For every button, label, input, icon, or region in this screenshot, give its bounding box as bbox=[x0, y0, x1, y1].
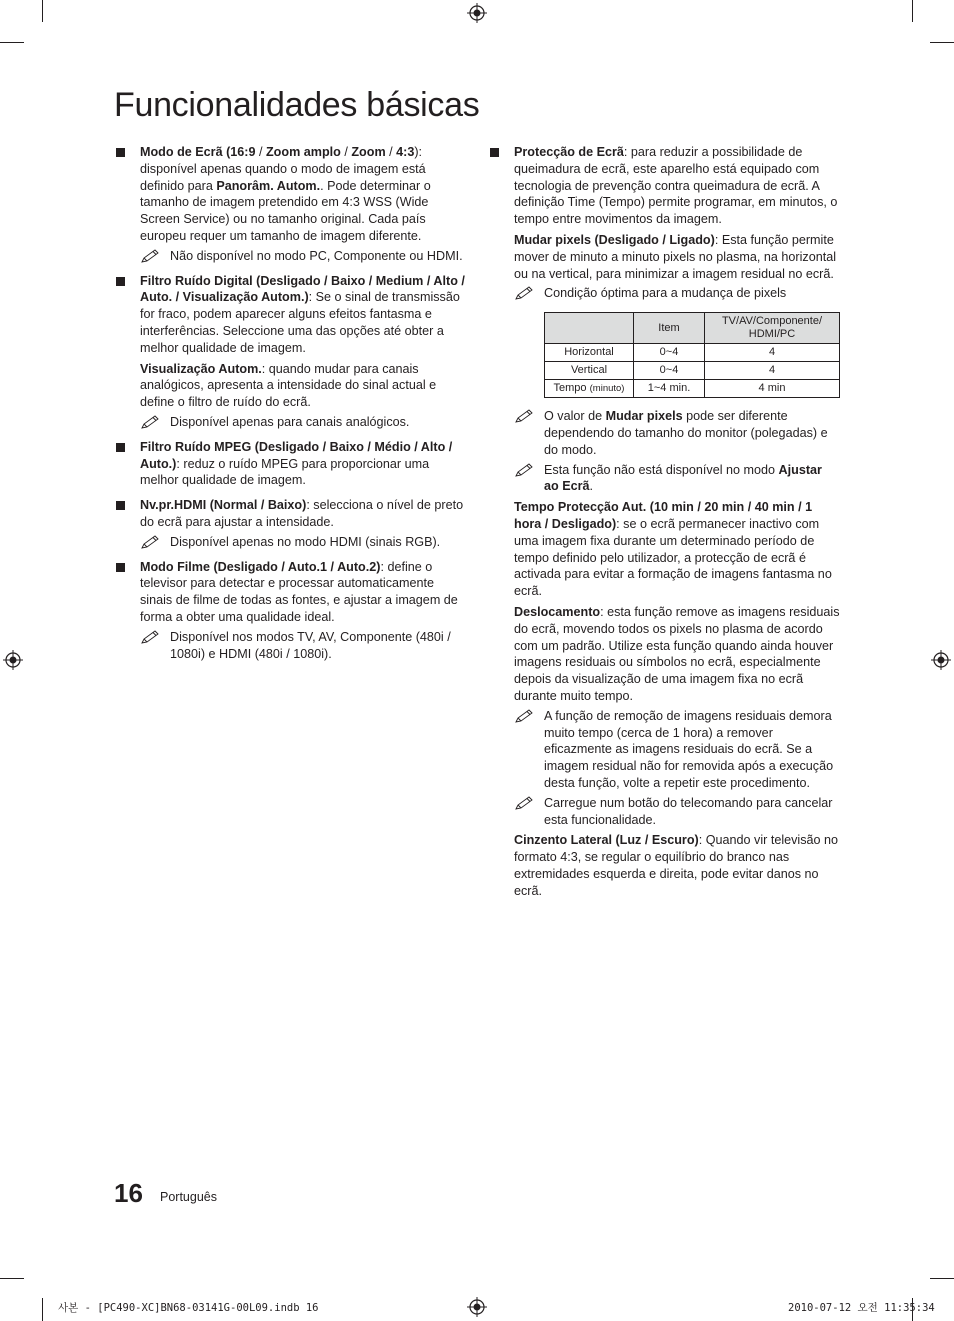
table-row bbox=[545, 344, 840, 362]
square-bullet-icon bbox=[116, 563, 125, 572]
item-label: 4:3 bbox=[396, 145, 415, 159]
crop-mark bbox=[42, 1298, 43, 1321]
row-label-suffix: (minuto) bbox=[589, 383, 625, 395]
note-text: pode ser diferente dependendo do tamanho do monitor (polegadas) e do modo. bbox=[544, 409, 828, 457]
item-label: Modo de Ecrã (16:9 bbox=[140, 145, 256, 159]
item-bold: Panorâm. Autom. bbox=[216, 178, 321, 193]
table-row bbox=[545, 362, 840, 380]
row-label: Tempo bbox=[553, 382, 587, 395]
registration-mark-icon bbox=[931, 650, 951, 670]
item-text: ): disponível apenas quando o modo de imagem está definido para bbox=[140, 145, 426, 193]
item-label: Protecção de Ecrã bbox=[514, 145, 624, 159]
crop-mark bbox=[912, 0, 913, 22]
note bbox=[514, 795, 840, 829]
item-label: Modo Filme (Desligado / Auto.1 / Auto.2) bbox=[140, 559, 381, 574]
pencil-note-icon bbox=[514, 285, 536, 301]
pencil-note-icon bbox=[514, 708, 536, 724]
note-text: Não disponível no modo PC, Componente ou HDMI. bbox=[170, 248, 463, 263]
registration-mark-icon bbox=[467, 1297, 487, 1317]
item-text: : define o televisor para detectar e processar automaticamente sinais de filme de todas as fontes, e ajustar a imagem de forma a obter uma qualidade ideal. bbox=[140, 559, 458, 624]
sub-label: Visualização Autom. bbox=[140, 361, 262, 376]
sub-label: Deslocamento bbox=[514, 604, 601, 619]
pencil-note-icon bbox=[514, 462, 536, 478]
list-item-proteccao-ecra bbox=[488, 144, 840, 899]
sub-text: : Esta função permite mover de minuto a minuto pixels no plasma, na horizontal ou na vertical, para minimizar a imagem residual no ecrã. bbox=[514, 232, 837, 281]
registration-mark-icon bbox=[467, 3, 487, 23]
table-cell-range: 0~4 bbox=[634, 362, 705, 380]
square-bullet-icon bbox=[490, 148, 499, 157]
square-bullet-icon bbox=[116, 501, 125, 510]
item-label: Zoom amplo bbox=[265, 145, 341, 159]
item-label: Filtro Ruído MPEG (Desligado / Baixo / Médio / Alto / Auto.) bbox=[140, 439, 453, 471]
sub-label: Cinzento Lateral (Luz / Escuro) bbox=[514, 833, 699, 848]
table-cell-range: 0~4 bbox=[634, 344, 705, 362]
item-text: : para reduzir a possibilidade de queimadura de ecrã, este aparelho está equipado com tecnologia de prevenção contra queimadura de ecrã. A definição Time (Tempo) permite programar, em minutos, o tempo entre movimentos da imagem. bbox=[514, 145, 838, 227]
item-text: : Se o sinal de transmissão for fraco, podem aparecer alguns efeitos fantasma e interferências. Seleccione uma das opções até obter a melhor qualidade de imagem. bbox=[140, 290, 460, 355]
note-text: Disponível apenas no modo HDMI (sinais RGB). bbox=[170, 534, 441, 549]
note-bold: Ajustar ao Ecrã bbox=[544, 462, 822, 494]
item-text: : reduz o ruído MPEG para proporcionar uma melhor qualidade de imagem. bbox=[140, 456, 430, 488]
sub-text: : se o ecrã permanecer inactivo com uma imagem fixa durante um determinado período de tempo definido pelo utilizador, a protecção de ecrã é activada para evitar a formação de imagens fantasma no ecrã. bbox=[514, 516, 832, 599]
note-text: A função de remoção de imagens residuais demora muito tempo (cerca de 1 hora) a remover eficazmente as imagens residuais do ecrã. Se a imagem residual não for removida após a execução desta função, volte a repetir este procedimento. bbox=[544, 708, 834, 790]
sub-label: Tempo Protecção Aut. (10 min / 20 min / 40 min / 1 hora / Desligado) bbox=[514, 500, 813, 531]
note-text: Disponível apenas para canais analógicos. bbox=[170, 414, 410, 429]
table-cell-value: 4 bbox=[705, 362, 840, 380]
note bbox=[514, 408, 840, 458]
table-header-row bbox=[545, 313, 840, 344]
print-slug-right: 2010-07-12 오전 11:35:34 bbox=[788, 1302, 935, 1314]
item-label: Filtro Ruído Digital (Desligado / Baixo / Medium / Alto / Auto. / Visualização Autom.) bbox=[140, 273, 465, 305]
print-slug-left: 사본 - [PC490-XC]BN68-03141G-00L09.indb 16 bbox=[58, 1302, 319, 1314]
item-text: : selecciona o nível de preto do ecrã para ajustar a intensidade. bbox=[140, 498, 464, 529]
note bbox=[140, 629, 466, 663]
table-header-item: Item bbox=[634, 313, 705, 344]
table-cell-value: 4 bbox=[705, 344, 840, 362]
row-label: Horizontal bbox=[564, 346, 614, 359]
list-item-modo-filme bbox=[114, 559, 466, 663]
pencil-note-icon bbox=[140, 414, 162, 430]
note bbox=[514, 462, 840, 496]
pencil-note-icon bbox=[140, 248, 162, 264]
table-header-value: TV/AV/Componente/ HDMI/PC bbox=[705, 313, 840, 344]
note-bold: Mudar pixels bbox=[605, 409, 683, 424]
crop-mark bbox=[0, 1278, 24, 1279]
crop-mark bbox=[930, 42, 954, 43]
left-column bbox=[114, 144, 466, 670]
pencil-note-icon bbox=[514, 795, 536, 811]
pixel-shift-table bbox=[544, 312, 840, 398]
note bbox=[514, 285, 840, 302]
crop-mark bbox=[42, 0, 43, 22]
table-cell-label bbox=[545, 344, 634, 362]
separator: / bbox=[340, 145, 352, 159]
note bbox=[140, 534, 466, 551]
page-title: Funcionalidades básicas bbox=[114, 86, 480, 124]
footer-language: Português bbox=[160, 1190, 217, 1204]
separator: / bbox=[255, 145, 266, 159]
pencil-note-icon bbox=[140, 629, 162, 645]
crop-mark bbox=[930, 1278, 954, 1279]
separator: / bbox=[385, 145, 397, 159]
note-text: . bbox=[589, 479, 594, 494]
table-cell-label bbox=[545, 380, 634, 398]
sub-label: Mudar pixels (Desligado / Ligado) bbox=[514, 232, 715, 247]
note-text: Condição óptima para a mudança de pixels bbox=[544, 286, 787, 301]
note bbox=[514, 708, 840, 792]
table-cell-value: 4 min bbox=[705, 380, 840, 398]
note-text: Disponível nos modos TV, AV, Componente (480i / 1080i) e HDMI (480i / 1080i). bbox=[170, 629, 451, 661]
square-bullet-icon bbox=[116, 443, 125, 452]
table-header-blank bbox=[545, 313, 634, 344]
sub-text: : esta função remove as imagens residuais do ecrã, movendo todos os pixels no plasma de acordo com um padrão. Utilize esta função quando ainda houver imagens residuais ou símbolos no ecrã, especialmente depois da visualização de uma imagem fixa no ecrã durante muito tempo. bbox=[514, 604, 840, 703]
right-column bbox=[488, 144, 840, 907]
note-text: Carregue num botão do telecomando para cancelar esta funcionalidade. bbox=[544, 795, 833, 827]
note-text: O valor de bbox=[544, 409, 606, 424]
note bbox=[140, 414, 466, 431]
item-label: Nv.pr.HDMI (Normal / Baixo) bbox=[140, 498, 307, 513]
item-label: Zoom bbox=[351, 145, 386, 159]
sub-text: : quando mudar para canais analógicos, apresenta a intensidade do sinal actual e define o filtro de ruído do ecrã. bbox=[140, 361, 437, 410]
note-text: Esta função não está disponível no modo bbox=[544, 462, 779, 477]
square-bullet-icon bbox=[116, 148, 125, 157]
crop-mark bbox=[0, 42, 24, 43]
table-cell-range: 1~4 min. bbox=[634, 380, 705, 398]
sub-text: : Quando vir televisão no formato 4:3, se regular o equilíbrio do branco nas extremidades esquerda e direita, pode evitar danos no ecrã. bbox=[514, 833, 839, 898]
note bbox=[140, 248, 466, 265]
page-number: 16 bbox=[114, 1178, 143, 1208]
row-label: Vertical bbox=[570, 364, 608, 377]
table-row bbox=[545, 380, 840, 398]
item-text: . Pode determinar o tamanho de imagem pretendido em 4:3 WSS (Wide Screen Service) ou no tamanho original. Cada país europeu requer um tamanho de imagem diferente. bbox=[140, 178, 431, 243]
pencil-note-icon bbox=[514, 408, 536, 424]
pencil-note-icon bbox=[140, 534, 162, 550]
list-item-filtro-mpeg bbox=[114, 439, 466, 489]
table-cell-label bbox=[545, 362, 634, 380]
square-bullet-icon bbox=[116, 277, 125, 286]
list-item-modo-ecra bbox=[114, 144, 466, 265]
list-item-hdmi bbox=[114, 497, 466, 550]
registration-mark-icon bbox=[3, 650, 23, 670]
list-item-filtro-ruido bbox=[114, 273, 466, 431]
